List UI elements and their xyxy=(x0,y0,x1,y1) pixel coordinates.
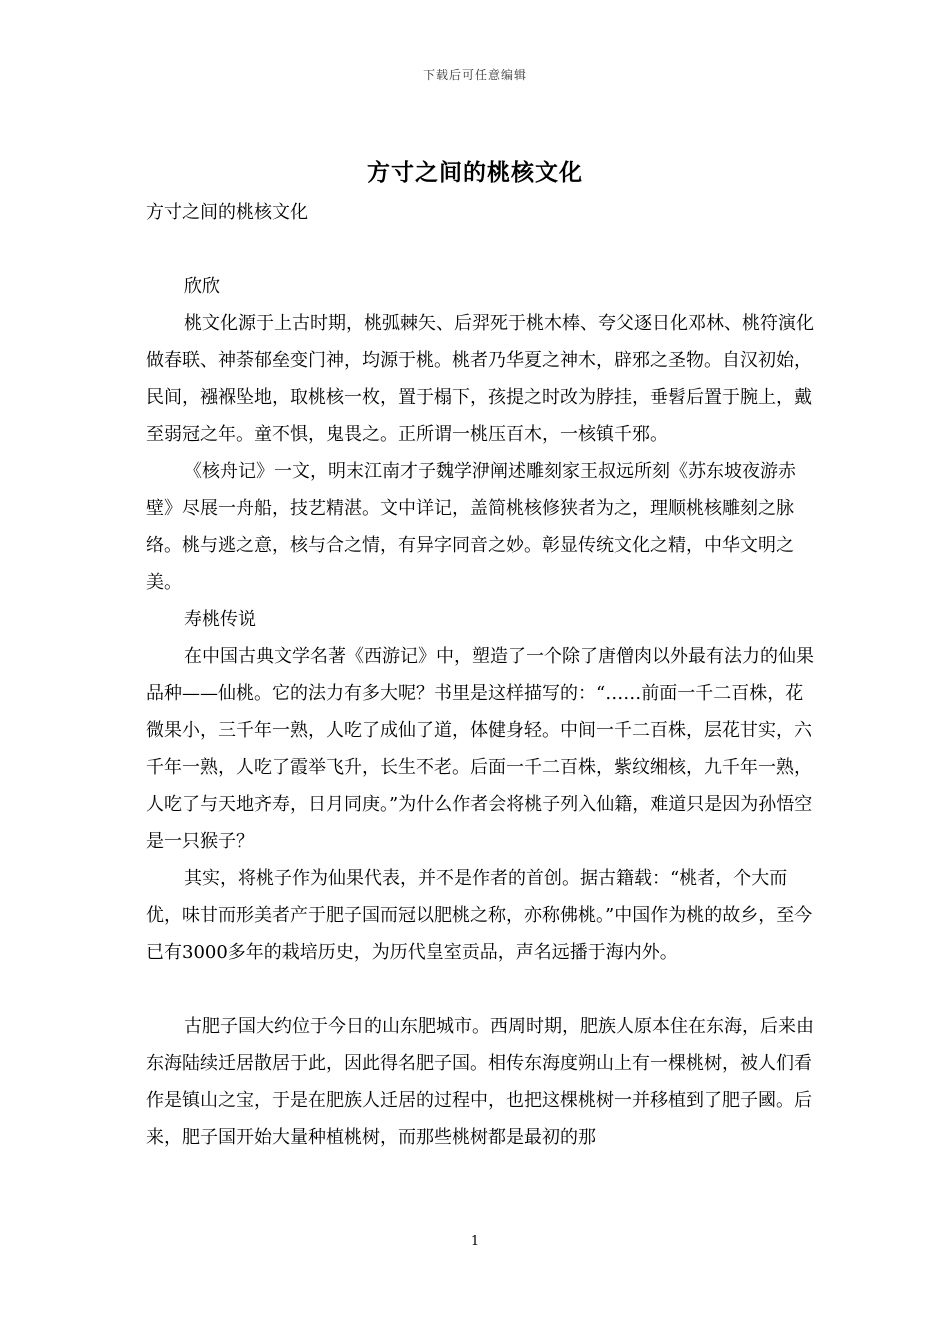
paragraph-4: 其实，将桃子作为仙果代表，并不是作者的首创。据古籍载：“桃者，个大而优，味甘而形美者产于肥子国而冠以肥桃之称，亦称佛桃。”中国作为桃的故乡，至今已有3000多年的栽培历史，为历代皇室贡品，声名远播于海内外。 xyxy=(146,868,813,963)
document-subtitle: 方寸之间的桃核文化 xyxy=(146,202,308,223)
page-header: 下载后可任意编辑 xyxy=(422,68,527,82)
paragraph-2: 《核舟记》一文，明末江南才子魏学洢阐述雕刻家王叔远所刻《苏东坡夜游赤壁》尽展一舟船，技艺精湛。文中详记，盖简桃核修狭者为之，理顺桃核雕刻之脉络。桃与逃之意，核与合之情，有异字同音之妙。彰显传统文化之精，中华文明之美。 xyxy=(146,461,796,593)
section-heading: 寿桃传说 xyxy=(184,609,256,630)
paragraph-5: 古肥子国大约位于今日的山东肥城市。西周时期，肥族人原本住在东海，后来由东海陆续迁居散居于此，因此得名肥子国。相传东海度朔山上有一棵桃树，被人们看作是镇山之宝，于是在肥族人迁居的过程中，也把这棵桃树一并移植到了肥子國。后来，肥子国开始大量种植桃树，而那些桃树都是最初的那 xyxy=(146,1016,814,1148)
page-number: 1 xyxy=(470,1234,480,1249)
paragraph-1: 桃文化源于上古时期，桃弧棘矢、后羿死于桃木棒、夸父逐日化邓林、桃符演化做春联、神荼郁垒变门神，均源于桃。桃者乃华夏之神木，辟邪之圣物。自汉初始，民间，襁褓坠地，取桃核一枚，置于榻下，孩提之时改为脖挂，垂髫后置于腕上，戴至弱冠之年。童不惧，鬼畏之。正所谓一桃压百木，一核镇千邪。 xyxy=(146,313,814,445)
author-name: 欣欣 xyxy=(184,276,220,297)
document-title: 方寸之间的桃核文化 xyxy=(367,159,583,186)
document-body xyxy=(146,194,816,1156)
paragraph-gap xyxy=(146,971,816,1008)
paragraph-3: 在中国古典文学名著《西游记》中，塑造了一个除了唐僧肉以外最有法力的仙果品种——仙桃。它的法力有多大呢？书里是这样描写的：“……前面一千二百株，花微果小，三千年一熟，人吃了成仙了道，体健身轻。中间一千二百株，层花甘实，六千年一熟，人吃了霞举飞升，长生不老。后面一千二百株，紫纹缃核，九千年一熟，人吃了与天地齐寿，日月同庚。”为什么作者会将桃子列入仙籍，难道只是因为孙悟空是一只猴子？ xyxy=(146,646,814,852)
